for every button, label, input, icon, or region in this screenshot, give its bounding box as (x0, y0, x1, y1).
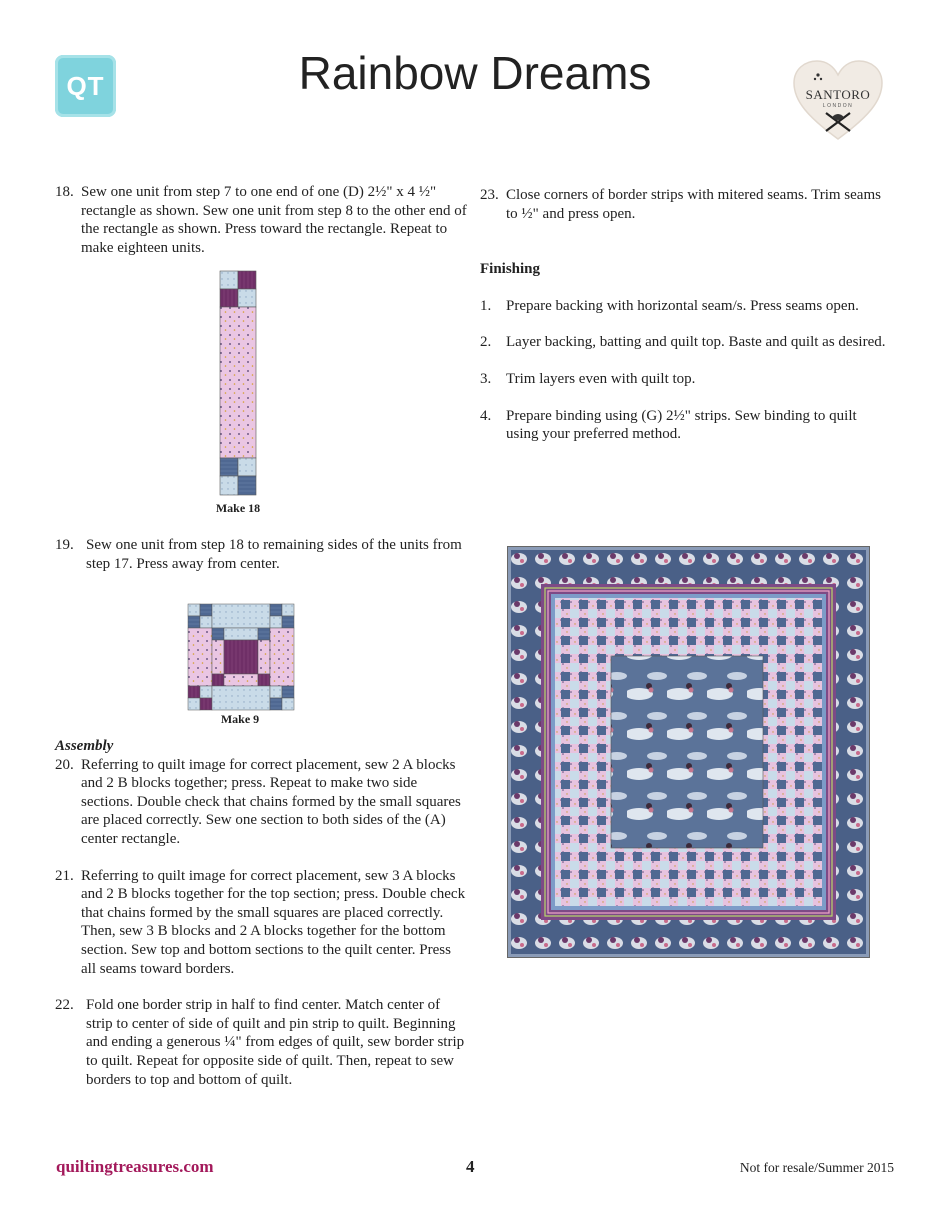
step-text: Sew one unit from step 18 to remaining sides of the units from step 17. Press away from center. (86, 537, 462, 572)
right-column (480, 186, 890, 444)
step-text: Layer backing, batting and quilt top. Baste and quilt as desired. (506, 334, 886, 351)
finish-step-3 (480, 370, 890, 389)
step-text: Prepare binding using (G) 2½" strips. Sew binding to quilt using your preferred method. (506, 407, 857, 443)
page-title: Rainbow Dreams (298, 47, 652, 99)
figure-make-9 (187, 603, 295, 711)
step-18 (55, 183, 467, 257)
step-22 (55, 996, 467, 1089)
qt-logo (55, 55, 116, 117)
santoro-logo-subtext: LONDON (822, 103, 854, 109)
step-text: Referring to quilt image for correct placement, sew 3 A blocks and 2 B blocks together for the top section; press. Double check that chains formed by the small squares are placed correctly. Then, sew 3 B blocks and 2 A blocks together for the bottom section. Sew top and bottom sections to the quilt center. Press all seams toward borders. (81, 867, 466, 977)
left-column-assembly (55, 737, 467, 1089)
qt-logo-text: QT (66, 70, 105, 101)
step-19 (55, 536, 467, 573)
finish-step-4 (480, 407, 890, 444)
step-number: 21. (55, 867, 74, 884)
step-text: Sew one unit from step 7 to one end of one (D) 2½" x 4 ½" rectangle as shown. Sew one unit from step 8 to the other end of the rectangle as shown. Press toward the rectangle. Repeat to make eighteen units. (81, 184, 467, 256)
strip-unit-diagram (219, 270, 257, 496)
page-number: 4 (466, 1157, 475, 1176)
step-number: 4. (480, 407, 492, 424)
quilt-illustration (507, 546, 870, 958)
step-text: Referring to quilt image for correct placement, sew 2 A blocks and 2 B blocks together; press. Repeat to make two side sections. Double check that chains formed by the small squares are placed correctly. Sew one section to both sides of the (A) center rectangle. (81, 756, 461, 847)
santoro-logo-text: SANTORO (805, 87, 871, 102)
finishing-heading: Finishing (480, 261, 541, 278)
figure-label-make-18: Make 18 (215, 501, 261, 515)
step-number: 23. (480, 187, 499, 203)
step-number: 2. (480, 334, 492, 351)
step-20 (55, 756, 467, 849)
step-21 (55, 867, 467, 979)
step-number: 20. (55, 756, 74, 773)
finish-step-1 (480, 297, 890, 316)
figure-label-make-9: Make 9 (220, 712, 260, 726)
step-text: Fold one border strip in half to find center. Match center of strip to center of side of quilt and pin strip to quilt. Beginning and ending a generous ¼" from edges of quilt, sew border strip to quilt. Repeat for opposite side of quilt. Then, repeat to sew borders to top and bottom of quilt. (86, 997, 465, 1088)
assembly-heading: Assembly (55, 738, 114, 754)
step-number: 19. (55, 537, 74, 553)
step-23 (480, 186, 890, 223)
block-diagram (187, 603, 295, 711)
step-text: Close corners of border strips with mitered seams. Trim seams to ½" and press open. (506, 187, 881, 222)
footer-note: Not for resale/Summer 2015 (739, 1160, 894, 1175)
step-text: Prepare backing with horizontal seam/s. Press seams open. (506, 297, 859, 314)
left-column-step-19 (55, 536, 467, 573)
finish-step-2 (480, 333, 890, 352)
step-text: Trim layers even with quilt top. (506, 370, 696, 387)
step-number: 22. (55, 997, 74, 1014)
santoro-logo (788, 55, 888, 143)
figure-make-18 (219, 270, 257, 496)
step-number: 18. (55, 184, 74, 200)
left-column (55, 183, 467, 257)
step-number: 1. (480, 297, 492, 314)
step-number: 3. (480, 370, 492, 387)
quilt-image (507, 546, 870, 958)
website-link[interactable]: quiltingtreasures.com (56, 1157, 214, 1176)
